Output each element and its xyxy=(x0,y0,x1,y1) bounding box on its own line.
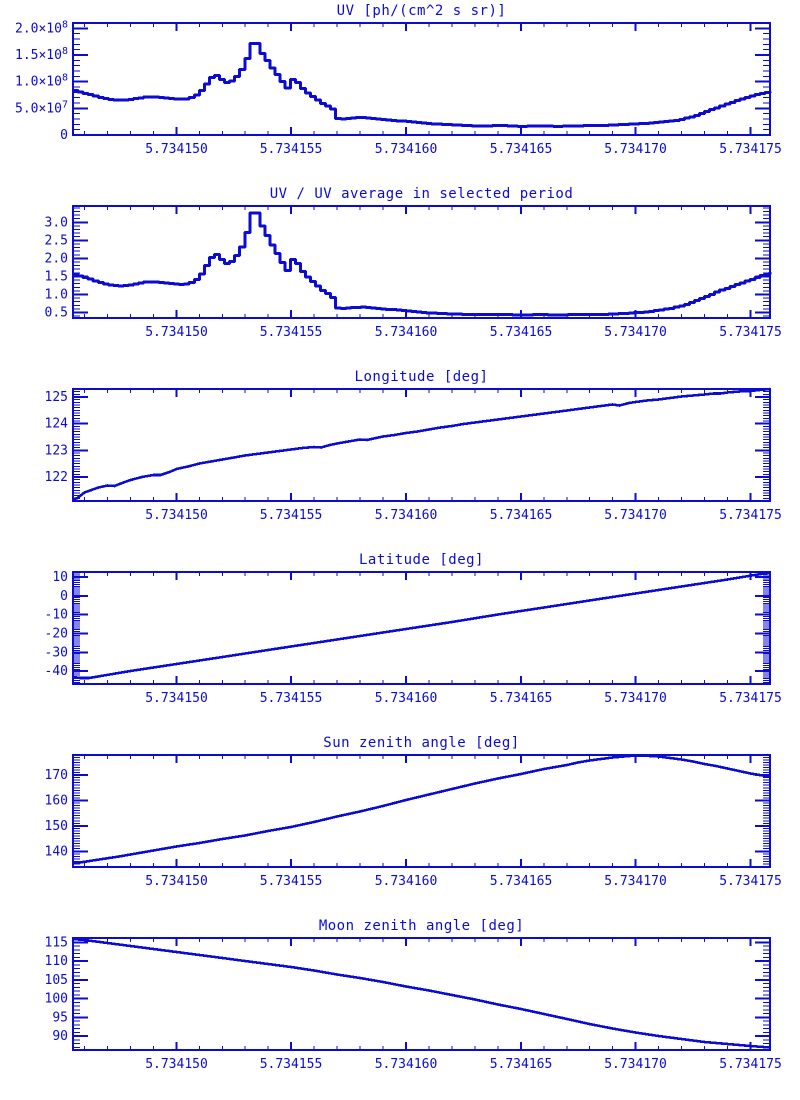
x-tick-label: 5.734175 xyxy=(719,508,782,523)
y-tick-label: 2.0 xyxy=(44,251,68,267)
chart-title-sun-zenith: Sun zenith angle [deg] xyxy=(323,735,520,751)
x-tick-label: 5.734155 xyxy=(259,325,323,340)
x-tick-label: 5.734155 xyxy=(259,1057,323,1072)
x-tick-label: 5.734165 xyxy=(489,325,553,340)
x-tick-label: 5.734160 xyxy=(374,508,438,523)
chart-title-uv: UV [ph/(cm^2 s sr)] xyxy=(336,3,507,19)
y-tick-label: $1.5\times 10^8$ xyxy=(15,46,68,63)
y-tick-label: -30 xyxy=(44,645,68,661)
x-tick-label: 5.734160 xyxy=(374,142,438,157)
x-tick-label: 5.734160 xyxy=(374,325,438,340)
y-tick-label: 100 xyxy=(44,991,68,1007)
x-tick-label: 5.734150 xyxy=(145,874,208,889)
y-tick-label: 2.5 xyxy=(44,233,68,249)
y-tick-label: 122 xyxy=(44,470,68,485)
y-tick-label: 3.0 xyxy=(44,215,68,231)
sun-zenith-plot xyxy=(0,732,800,915)
panel-uv-ratio xyxy=(0,183,800,366)
y-tick-label: 170 xyxy=(44,768,68,783)
uv-plot xyxy=(0,0,800,183)
x-tick-label: 5.734165 xyxy=(489,142,553,157)
x-tick-label: 5.734150 xyxy=(145,508,208,523)
panel-longitude xyxy=(0,366,800,549)
y-tick-label: 124 xyxy=(44,416,68,432)
data-series-line xyxy=(73,44,770,127)
y-tick-label: 0 xyxy=(60,589,68,604)
latitude-plot xyxy=(0,549,800,732)
y-tick-label: -40 xyxy=(44,664,68,679)
y-tick-label: 10 xyxy=(52,570,68,585)
y-tick-label: $5.0\times 10^7$ xyxy=(15,99,68,117)
plot-frame xyxy=(73,23,770,135)
data-series-line xyxy=(73,939,770,1048)
y-tick-label: 125 xyxy=(44,390,68,405)
y-tick-label: 110 xyxy=(44,954,68,969)
x-tick-label: 5.734165 xyxy=(489,691,553,706)
x-tick-label: 5.734170 xyxy=(604,325,667,340)
y-tick-label: $1.0\times 10^8$ xyxy=(15,72,68,90)
y-tick-label: 140 xyxy=(44,844,68,860)
y-tick-label: 160 xyxy=(44,793,68,809)
y-tick-label: $2.0\times 10^8$ xyxy=(15,19,68,37)
panel-uv xyxy=(0,0,800,183)
x-tick-label: 5.734170 xyxy=(604,874,667,889)
x-tick-label: 5.734165 xyxy=(489,508,553,523)
x-tick-label: 5.734170 xyxy=(604,508,667,523)
x-tick-label: 5.734165 xyxy=(489,1057,553,1072)
plot-frame xyxy=(73,389,770,501)
x-tick-label: 5.734170 xyxy=(604,691,667,706)
panel-sun-zenith-angle xyxy=(0,732,800,915)
x-tick-label: 5.734155 xyxy=(259,508,323,523)
y-tick-label: 0 xyxy=(60,128,68,143)
x-tick-label: 5.734155 xyxy=(259,874,323,889)
y-tick-label: 1.5 xyxy=(44,269,68,285)
moon-zenith-plot xyxy=(0,915,800,1098)
x-tick-label: 5.734160 xyxy=(374,874,438,889)
x-tick-label: 5.734150 xyxy=(145,1057,208,1072)
x-tick-label: 5.734160 xyxy=(374,691,438,706)
x-tick-label: 5.734150 xyxy=(145,142,208,157)
y-tick-label: 105 xyxy=(44,973,68,988)
y-tick-label: 115 xyxy=(44,935,68,951)
chart-title-uv-ratio: UV / UV average in selected period xyxy=(269,186,574,202)
x-tick-label: 5.734150 xyxy=(145,691,208,706)
panel-moon-zenith-angle xyxy=(0,915,800,1098)
y-tick-label: 150 xyxy=(44,819,68,834)
data-series-line xyxy=(73,389,770,500)
data-series-line xyxy=(73,573,770,679)
x-tick-label: 5.734170 xyxy=(604,142,667,157)
y-tick-label: -10 xyxy=(44,607,68,623)
plot-frame xyxy=(73,755,770,867)
x-tick-label: 5.734150 xyxy=(145,325,208,340)
x-tick-label: 5.734155 xyxy=(259,691,323,706)
y-tick-label: 123 xyxy=(44,443,68,459)
plot-frame xyxy=(73,938,770,1050)
longitude-plot xyxy=(0,366,800,549)
x-tick-label: 5.734175 xyxy=(719,142,782,157)
x-tick-label: 5.734160 xyxy=(374,1057,438,1072)
y-tick-label: 90 xyxy=(52,1029,68,1044)
chart-title-longitude: Longitude [deg] xyxy=(354,369,489,385)
data-series-line xyxy=(73,756,770,864)
y-tick-label: 1.0 xyxy=(44,287,68,303)
x-tick-label: 5.734175 xyxy=(719,691,782,706)
x-tick-label: 5.734175 xyxy=(719,874,782,889)
x-tick-label: 5.734175 xyxy=(719,325,782,340)
uv-ratio-plot xyxy=(0,183,800,366)
x-tick-label: 5.734170 xyxy=(604,1057,667,1072)
panel-latitude xyxy=(0,549,800,732)
data-series-line xyxy=(73,213,770,315)
y-tick-label: 0.5 xyxy=(44,305,68,321)
y-tick-label: -20 xyxy=(44,626,68,642)
y-tick-label: 95 xyxy=(52,1010,68,1026)
x-tick-label: 5.734175 xyxy=(719,1057,782,1072)
plot-frame xyxy=(73,206,770,318)
chart-title-moon-zenith: Moon zenith angle [deg] xyxy=(318,918,525,934)
chart-title-latitude: Latitude [deg] xyxy=(358,552,484,568)
x-tick-label: 5.734155 xyxy=(259,142,323,157)
x-tick-label: 5.734165 xyxy=(489,874,553,889)
